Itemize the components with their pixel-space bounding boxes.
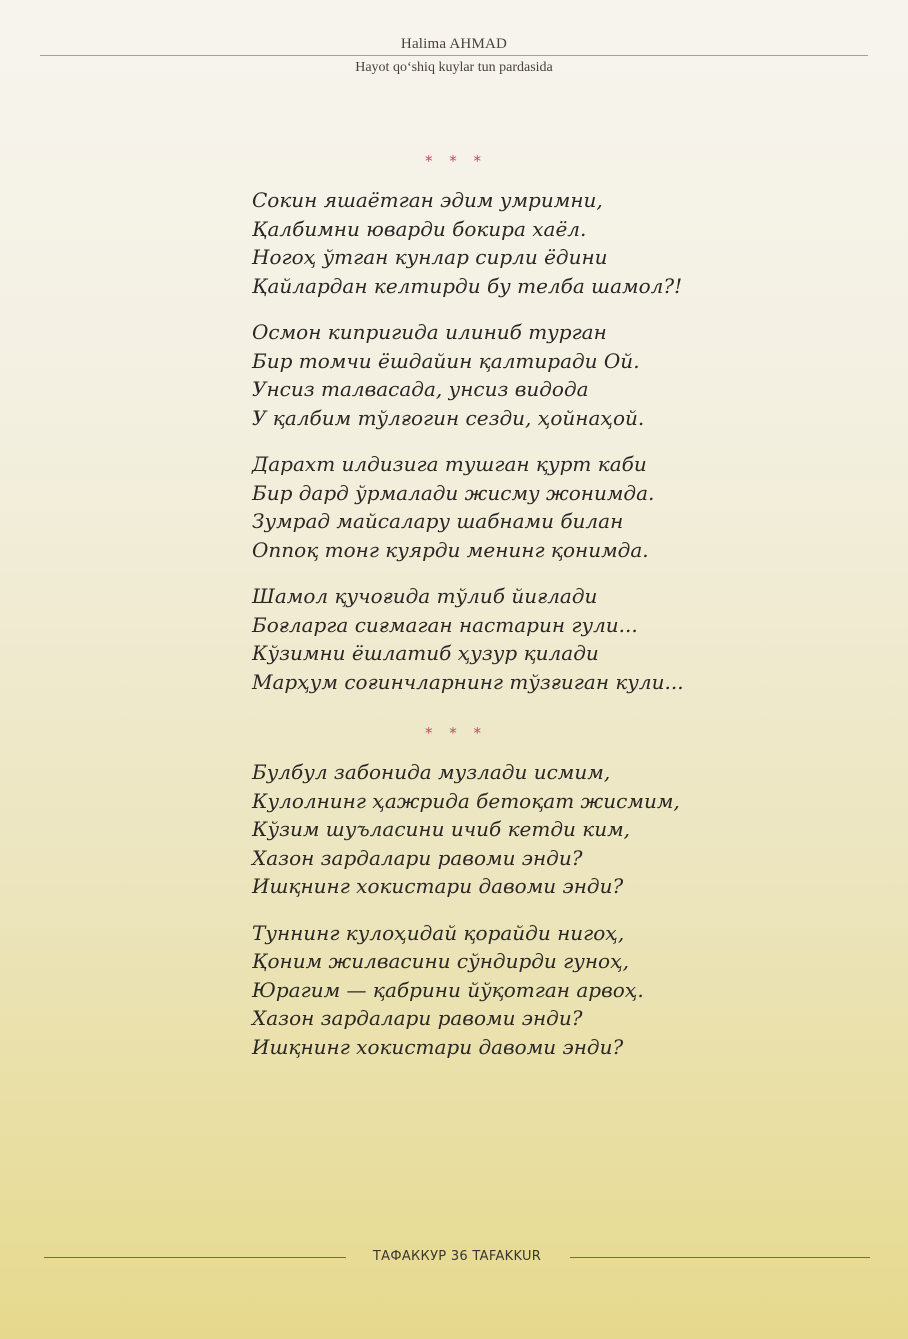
- verse-line: Ногоҳ ўтган кунлар сирли ёдини: [252, 245, 608, 269]
- verse-line: Боғларга сиғмаган настарин гули...: [252, 612, 638, 637]
- verse-line: Кўзим шуъласини ичиб кетди ким,: [252, 817, 631, 841]
- verse-line: Бир томчи ёшдайин қалтиради Ой.: [252, 348, 640, 373]
- verse-line: Бир дард ўрмалади жисму жонимда.: [252, 480, 655, 505]
- verse-line: Унсиз талвасада, унсиз видода: [252, 377, 589, 401]
- poem-2: [252, 722, 772, 1061]
- verse-line: Хазон зардалари равоми энди?: [252, 845, 583, 870]
- footer-divider-right: [570, 1257, 870, 1258]
- footer-divider-left: [44, 1257, 346, 1258]
- poem-1: [252, 150, 772, 696]
- stanza: [252, 582, 772, 696]
- verse-line: Зумрад майсалару шабнами билан: [252, 509, 624, 533]
- verse-line: Булбул забонида музлади исмим,: [252, 760, 611, 784]
- verse-line: Қалбимни юварди бокира хаёл.: [252, 216, 587, 241]
- verse-line: Марҳум соғинчларнинг тўзғиган кули...: [252, 669, 684, 694]
- poem-gap: [252, 696, 772, 722]
- verse-line: Туннинг кулоҳидай қорайди нигоҳ,: [252, 920, 625, 945]
- verse-line: Қайлардан келтирди бу телба шамол?!: [252, 273, 683, 298]
- page-footer: [44, 1247, 870, 1267]
- poem-separator: * * *: [424, 152, 488, 170]
- page-number: ТАФАККУР 36 TAFAKKUR: [372, 1249, 542, 1264]
- book-title: Hayot qoʻshiq kuylar tun pardasida: [355, 60, 553, 75]
- stanza: [252, 919, 772, 1062]
- verse-line: Кўзимни ёшлатиб ҳузур қилади: [252, 641, 599, 665]
- poems-container: [252, 150, 772, 1061]
- poem-separator: * * *: [424, 724, 488, 742]
- verse-line: У қалбим тўлғогин сезди, ҳойнаҳой.: [252, 405, 645, 430]
- stanza: [252, 450, 772, 564]
- verse-line: Дарахт илдизига тушган қурт каби: [252, 452, 647, 476]
- stanza: [252, 758, 772, 901]
- verse-line: Оппоқ тонг куярди менинг қонимда.: [252, 537, 649, 562]
- verse-line: Қоним жилвасини сўндирди гуноҳ,: [252, 949, 630, 973]
- verse-line: Осмон кипригида илиниб турган: [252, 320, 607, 344]
- header-divider: [40, 55, 868, 56]
- verse-line: Хазон зардалари равоми энди?: [252, 1006, 583, 1030]
- verse-line: Сокин яшаётган эдим умримни,: [252, 188, 603, 212]
- verse-line: Ишқнинг хокистари давоми энди?: [252, 874, 624, 898]
- page-header: [0, 34, 908, 54]
- stanza: [252, 318, 772, 432]
- verse-line: Кулолнинг ҳажрида бетоқат жисмим,: [252, 788, 680, 813]
- verse-line: Шамол қучоғида тўлиб йиғлади: [252, 584, 598, 608]
- author-name: Halima AHMAD: [400, 36, 508, 52]
- stanza: [252, 186, 772, 300]
- verse-line: Ишқнинг хокистари давоми энди?: [252, 1034, 624, 1059]
- verse-line: Юрагим — қабрини йўқотган арвоҳ.: [252, 977, 644, 1002]
